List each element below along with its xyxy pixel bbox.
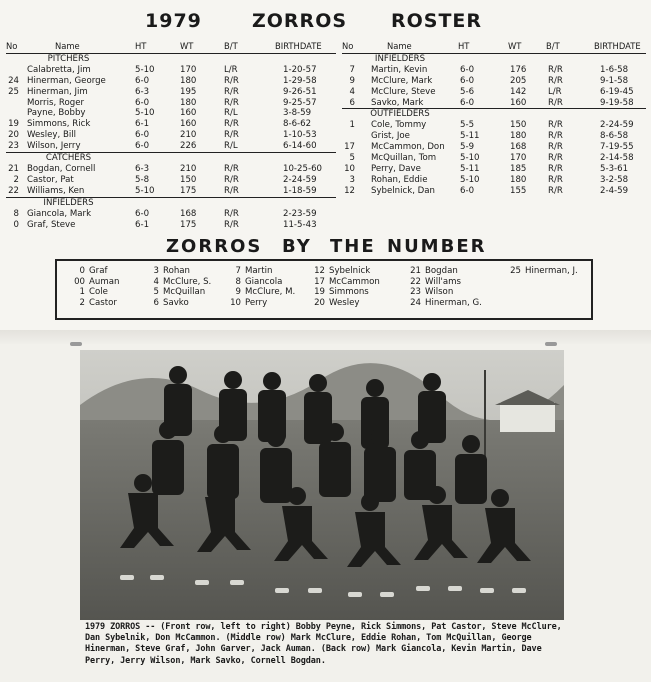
team-photo-image [80,350,564,620]
player-number: 12 [344,185,355,196]
table-row [6,186,336,197]
jersey-number: 23 [410,287,421,298]
player-name: Rohan, Eddie [371,174,428,185]
table-row [6,119,336,130]
player-birthdate: 7-19-55 [600,142,634,153]
player-height: 6-3 [135,86,150,97]
player-weight: 205 [510,75,527,86]
player-name: McQuillan, Tom [371,153,437,164]
jersey-number: 6 [153,297,159,308]
player-weight: 180 [510,131,527,142]
number-entry [141,266,211,277]
number-entry [63,266,119,277]
player-number [342,131,359,142]
col-name: Name [23,41,131,53]
jersey-number: 21 [410,266,421,276]
table-row [6,98,336,109]
player-height: 6-0 [460,64,475,75]
col-no: No [6,41,23,53]
roster-table-left [6,41,336,230]
player-name: Grist, Joe [371,131,410,142]
player-birthdate: 1-20-57 [283,64,317,75]
player-height: 6-0 [135,130,150,141]
jersey-number: 9 [235,287,241,298]
player-height: 5-6 [460,86,475,97]
player-weight: 180 [180,75,197,86]
player-bats-throws: R/R [224,86,239,97]
player-name: Williams, Ken [23,186,131,197]
jersey-number: 3 [153,266,159,276]
player-height: 5-11 [460,163,480,174]
player-weight: 176 [510,64,527,75]
jersey-number: 0 [79,266,85,276]
player-name: Bogdan, Cornell [27,163,96,174]
player-height: 5-10 [135,108,155,119]
jersey-number: 25 [510,266,521,276]
number-entry [223,277,295,288]
player-name: Payne, Bobby [27,108,86,119]
table-row [342,120,646,131]
player-bats-throws: R/R [224,75,239,86]
jersey-number: 20 [314,297,325,308]
section-heading: INFIELDERS [374,53,426,64]
player-bats-throws: R/R [548,131,563,142]
player-height: 5-9 [460,142,475,153]
player-birthdate: 9-25-57 [283,97,317,108]
player-weight: 155 [510,185,527,196]
player-surname: Bogdan [425,266,458,276]
table-row [342,131,646,142]
player-bats-throws: R/R [546,98,594,109]
player-name: McClure, Steve [371,86,436,97]
player-number: 4 [349,86,355,97]
player-name: Graf, Steve [27,219,76,230]
table-row [6,175,336,186]
player-number: 23 [6,141,23,152]
player-number: 21 [8,163,19,174]
player-number: 8 [13,208,19,219]
player-bats-throws: R/R [548,163,563,174]
numbers-title-word: NUMBER [387,236,487,257]
player-birthdate: 9-1-58 [600,75,629,86]
player-bats-throws: R/R [548,75,563,86]
player-weight: 226 [176,141,220,152]
col-birthdate: BIRTHDATE [271,41,336,53]
player-number: 10 [344,163,355,174]
player-surname: Perry [245,297,268,308]
player-birthdate: 3-8-59 [283,108,312,119]
player-number [6,98,23,109]
col-wt: WT [176,41,220,53]
player-number: 5 [349,153,355,164]
numbers-column [403,266,482,308]
player-surname: Will'ams [425,276,461,287]
number-entry [307,266,380,277]
player-birthdate: 2-24-59 [600,120,634,131]
player-surname: Auman [89,276,120,287]
jersey-number: 10 [230,297,241,308]
player-height: 6-1 [135,119,150,130]
player-number: 24 [8,75,19,86]
numbers-title-word: THE [330,236,376,257]
player-name: Morris, Roger [27,97,85,108]
player-bats-throws: L/R [548,86,562,97]
table-row [6,130,336,141]
player-surname: Giancola [245,276,283,287]
player-name: McCammon, Don [371,142,445,153]
jersey-number: 7 [235,266,241,276]
table-row [342,175,646,186]
jersey-number: 12 [314,266,325,276]
player-name: Hinerman, George [27,75,106,86]
player-number: 7 [349,64,355,75]
table-row [342,186,646,197]
numbers-box [55,259,593,320]
player-height: 5-10 [135,64,155,75]
player-bats-throws: R/R [548,142,563,153]
player-name: Sybelnick, Dan [371,185,435,196]
player-weight: 195 [180,86,197,97]
number-entry [403,298,482,309]
table-row [342,76,646,87]
player-name: Savko, Mark [359,98,458,109]
col-wt: WT [508,41,546,53]
player-bats-throws: R/R [548,174,563,185]
table-row [6,87,336,98]
table-row [342,87,646,98]
player-weight: 210 [180,130,197,141]
table-row [6,164,336,175]
numbers-column [223,266,295,308]
player-height: 5-8 [135,174,150,185]
number-entry [63,287,119,298]
section-heading-row [6,197,336,208]
player-weight: 170 [180,64,197,75]
jersey-number: 17 [314,276,325,287]
player-bats-throws: R/R [224,208,239,219]
roster-table-right [342,41,646,197]
player-birthdate: 9-26-51 [283,86,317,97]
player-bats-throws: L/R [224,64,238,75]
player-birthdate: 2-4-59 [600,185,629,196]
player-height: 5-10 [460,153,480,164]
table-row [6,220,336,231]
table-row [6,108,336,119]
col-name: Name [359,41,458,53]
player-bats-throws: R/R [548,185,563,196]
player-height: 6-0 [460,185,475,196]
player-birthdate: 8-6-62 [283,119,312,130]
jersey-number: 5 [153,287,159,298]
player-name: Wilson, Jerry [23,141,131,152]
player-height: 5-10 [131,186,176,197]
table-row [342,65,646,76]
player-bats-throws: R/R [224,219,239,230]
player-birthdate: 1-10-53 [283,130,317,141]
player-bats-throws: R/R [224,130,239,141]
number-entry [307,287,380,298]
player-number: 6 [342,98,359,109]
jersey-number: 19 [314,287,325,298]
player-weight: 150 [180,174,197,185]
numbers-column [63,266,119,308]
player-bats-throws: R/R [224,119,239,130]
section-heading: INFIELDERS [43,197,94,208]
player-height: 6-0 [131,141,176,152]
table-row [6,209,336,220]
photo-caption: 1979 ZORROS -- (Front row, left to right) Bobby Peyne, Rick Simmons, Pat Castor, Steve McClure, Dan Sybelnik, Don McCammon. (Middle row) Mark McClure, Eddie Rohan, Tom McQuillan, George Hinerman, Steve Graf, John Garver, Jack Auman. (Back row) Mark Giancola, Kevin Martin, Dave Perry, Jerry Wilson, Mark Savko, Cornell Bogdan. [85,622,562,666]
player-number: 3 [349,174,355,185]
jersey-number: 8 [235,276,241,287]
number-entry [307,277,380,288]
player-bats-throws: R/R [548,153,563,164]
player-name: Perry, Dave [371,163,421,174]
player-name: Calabretta, Jim [27,64,91,75]
player-birthdate: 6-19-45 [600,86,634,97]
col-ht: HT [458,41,508,53]
table-row [342,98,646,109]
player-height: 6-0 [135,75,150,86]
player-number: 20 [8,130,19,141]
player-surname: Wilson [425,287,454,298]
player-number [6,108,23,119]
player-surname: Sybelnick [329,266,371,276]
player-surname: Wesley [329,297,360,308]
player-height: 6-0 [135,97,150,108]
jersey-number: 1 [79,287,85,298]
player-height: 6-0 [135,208,150,219]
player-weight: 175 [180,219,197,230]
player-weight: 175 [176,186,220,197]
section-heading: PITCHERS [47,53,90,64]
player-surname: Savko [163,297,189,308]
table-row [342,142,646,153]
player-birthdate: 1-18-59 [271,186,336,197]
player-number: 1 [349,120,355,131]
number-entry [403,266,482,277]
player-surname: Rohan [163,266,191,276]
player-number: 17 [344,142,355,153]
player-birthdate: 1-6-58 [600,64,629,75]
title-team: ZORROS [252,10,348,32]
numbers-title-word: ZORROS [166,236,263,257]
section-heading-row [342,53,646,64]
col-bt: B/T [220,41,271,53]
player-surname: McQuillan [163,287,206,298]
player-bats-throws: R/R [548,64,563,75]
player-height: 5-10 [460,174,480,185]
player-number: 9 [349,75,355,86]
col-birthdate: BIRTHDATE [594,41,646,53]
player-bats-throws: R/R [224,174,239,185]
player-bats-throws: R/L [220,141,271,152]
col-ht: HT [131,41,176,53]
player-number: 25 [8,86,19,97]
number-entry [141,277,211,288]
player-surname: McClure, M. [245,287,296,298]
player-name: Cole, Tommy [371,120,427,131]
player-surname: Simmons [329,287,369,298]
player-weight: 160 [508,98,546,109]
section-heading-row [6,53,336,64]
numbers-column [503,266,578,277]
player-height: 6-1 [135,219,150,230]
player-number: 0 [13,219,19,230]
player-name: Martin, Kevin [371,64,428,75]
player-name: Hinerman, Jim [27,86,88,97]
jersey-number: 22 [410,276,421,287]
player-surname: Graf [89,266,108,276]
team-photo [80,350,564,620]
player-height: 5-5 [460,120,475,131]
player-height: 5-11 [460,131,480,142]
player-name: Simmons, Rick [27,119,91,130]
section-heading: OUTFIELDERS [370,109,430,120]
player-birthdate: 10-25-60 [283,163,323,174]
player-number: 2 [13,174,19,185]
table-row [6,65,336,76]
player-birthdate: 2-23-59 [283,208,317,219]
player-weight: 210 [180,163,197,174]
jersey-number: 2 [79,297,85,308]
player-name: Giancola, Mark [27,208,92,219]
player-birthdate: 9-19-58 [594,98,646,109]
player-surname: Castor [89,297,117,308]
player-birthdate: 1-29-58 [283,75,317,86]
player-birthdate: 3-2-58 [600,174,629,185]
number-entry [63,298,119,309]
player-surname: Martin [245,266,273,276]
player-number: 22 [6,186,23,197]
player-bats-throws: R/R [224,97,239,108]
player-surname: McClure, S. [163,276,212,287]
col-no: No [342,41,359,53]
player-surname: McCammon [329,276,380,287]
player-surname: Hinerman, G. [425,297,482,308]
staple [545,342,557,346]
table-header [342,41,646,53]
number-entry [223,298,295,309]
player-birthdate: 8-6-58 [600,131,629,142]
player-weight: 142 [510,86,527,97]
numbers-column [307,266,380,308]
player-birthdate: 2-24-59 [283,174,317,185]
jersey-number: 24 [410,297,421,308]
number-entry [403,277,482,288]
col-bt: B/T [546,41,594,53]
player-birthdate: 6-14-60 [271,141,336,152]
section-heading-row [342,109,646,120]
player-birthdate: 11-5-43 [283,219,317,230]
player-weight: 160 [180,108,197,119]
player-bats-throws: R/R [548,120,563,131]
player-bats-throws: R/L [224,108,238,119]
player-weight: 180 [510,174,527,185]
player-name: Wesley, Bill [27,130,77,141]
table-row [6,76,336,87]
title-year: 1979 [145,10,202,32]
player-name: Castor, Pat [27,174,74,185]
number-entry [503,266,578,277]
number-entry [223,266,295,277]
player-name: McClure, Mark [371,75,433,86]
player-weight: 185 [510,163,527,174]
player-height: 6-0 [458,98,508,109]
player-height: 6-0 [460,75,475,86]
number-entry [403,287,482,298]
player-weight: 160 [180,119,197,130]
player-weight: 168 [510,142,527,153]
title-roster: ROSTER [391,10,483,32]
player-number [6,65,23,76]
table-header [6,41,336,53]
section-heading-row [6,153,336,164]
section-heading: CATCHERS [45,153,92,164]
table-row [342,153,646,164]
number-entry [63,277,119,288]
player-birthdate: 2-14-58 [600,153,634,164]
staple [70,342,82,346]
player-bats-throws: R/R [224,163,239,174]
player-height: 6-3 [135,163,150,174]
player-surname: Cole [89,287,108,298]
numbers-title-word: BY [282,236,312,257]
player-weight: 150 [510,120,527,131]
jersey-number: 00 [74,276,85,287]
player-weight: 180 [180,97,197,108]
player-weight: 170 [510,153,527,164]
numbers-column [141,266,211,308]
player-weight: 168 [180,208,197,219]
table-row [6,141,336,152]
table-row [342,164,646,175]
jersey-number: 4 [153,276,159,287]
player-surname: Hinerman, J. [525,266,578,276]
number-entry [141,298,211,309]
number-entry [307,298,380,309]
player-birthdate: 5-3-61 [600,163,629,174]
number-entry [223,287,295,298]
player-number: 19 [8,119,19,130]
player-bats-throws: R/R [220,186,271,197]
number-entry [141,287,211,298]
